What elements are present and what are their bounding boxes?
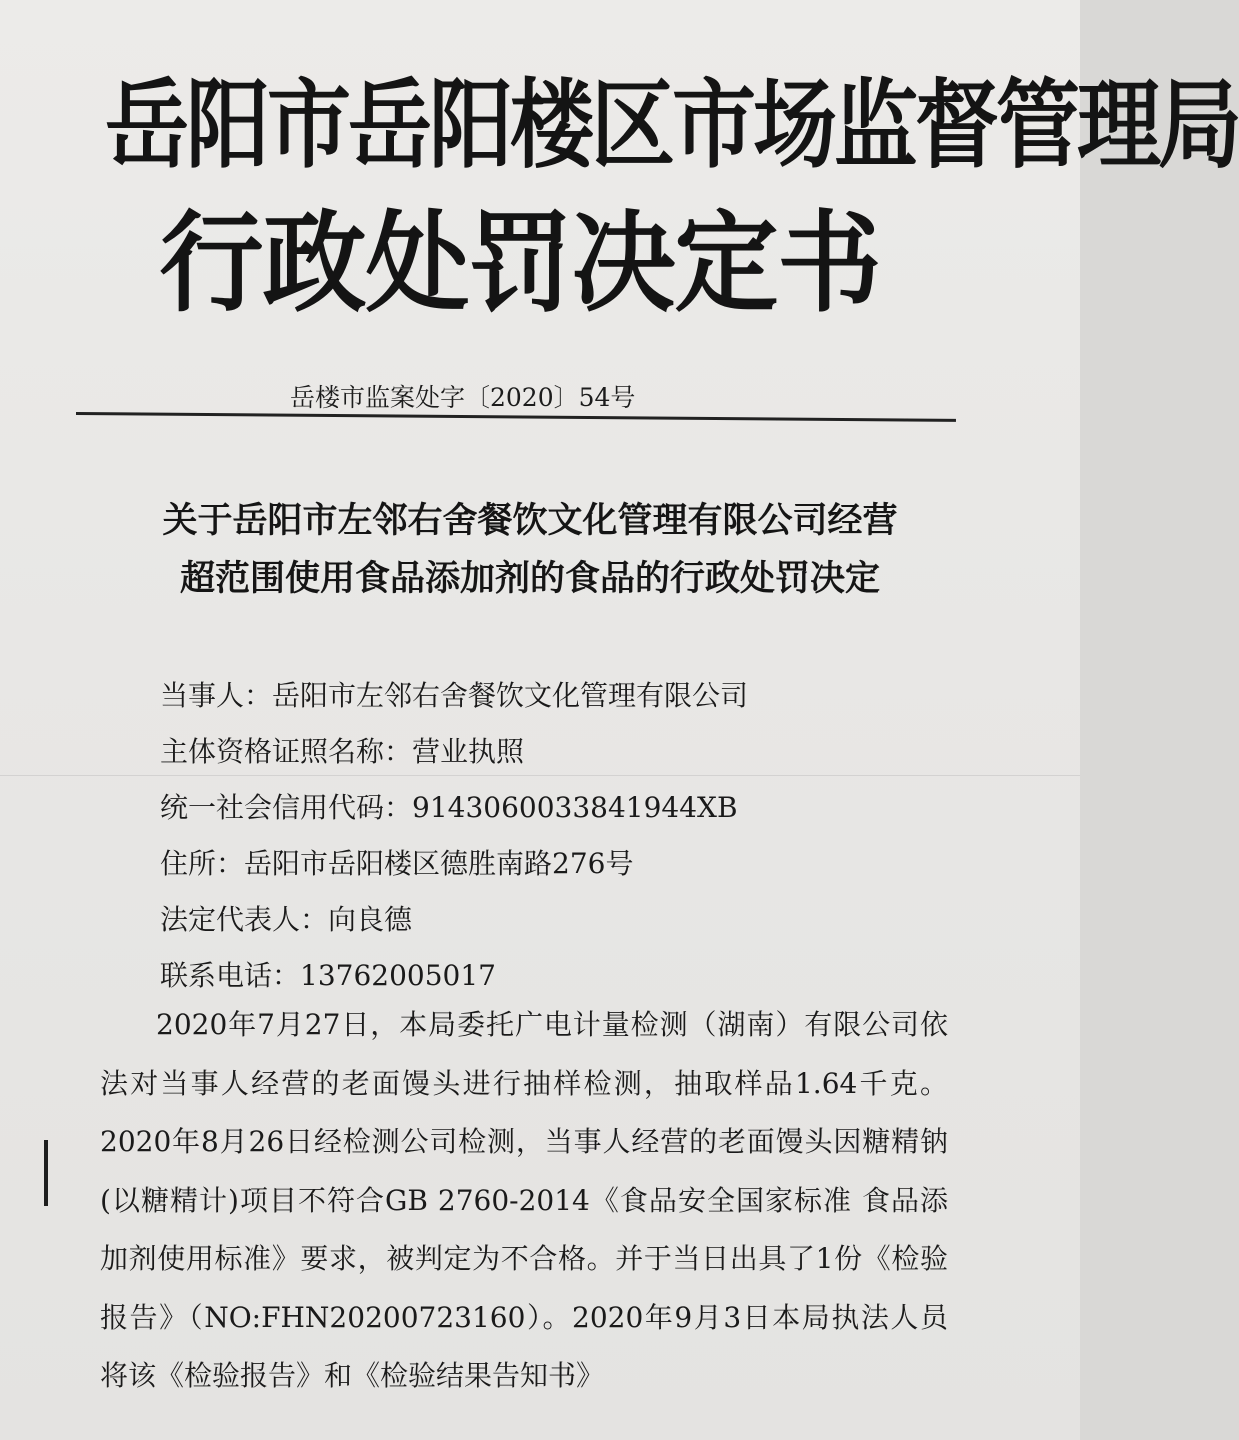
decision-subject (100, 492, 960, 608)
party-info (160, 668, 960, 1004)
body-paragraph: 2020年7月27日，本局委托广电计量检测（湖南）有限公司依法对当事人经营的老面馒头进行抽样检测，抽取样品1.64千克。2020年8月26日经检测公司检测，当事人经营的老面馒头因糖精钠(以糖精计)项目不符合GB 2760-2014《食品安全国家标准 食品添加剂使用标准》要求，被判定为不合格。并于当日出具了1份《检验报告》（NO:FHN20200723160）。2020年9月3日本局执法人员将该《检验报告》和《检验结果告知书》 (100, 1008, 948, 1392)
subject-line-2: 超范围使用食品添加剂的食品的行政处罚决定 (179, 559, 880, 599)
agency-title: 岳阳市岳阳楼区市场监督管理局 (105, 68, 1239, 182)
subject-line-1: 关于岳阳市左邻右舍餐饮文化管理有限公司经营 (162, 501, 898, 541)
margin-mark (44, 1140, 48, 1206)
document-title: 行政处罚决定书 (159, 198, 881, 328)
contact-phone: 联系电话：13762005017 (160, 959, 496, 992)
license-type: 主体资格证照名称：营业执照 (160, 735, 525, 768)
party-name: 当事人：岳阳市左邻右舍餐饮文化管理有限公司 (160, 679, 749, 712)
legal-representative: 法定代表人：向良德 (160, 903, 413, 936)
address: 住所：岳阳市岳阳楼区德胜南路276号 (160, 847, 634, 880)
credit-code: 统一社会信用代码：9143060033841944XB (160, 791, 738, 824)
document-number: 岳楼市监案处字〔2020〕54号 (290, 383, 636, 412)
